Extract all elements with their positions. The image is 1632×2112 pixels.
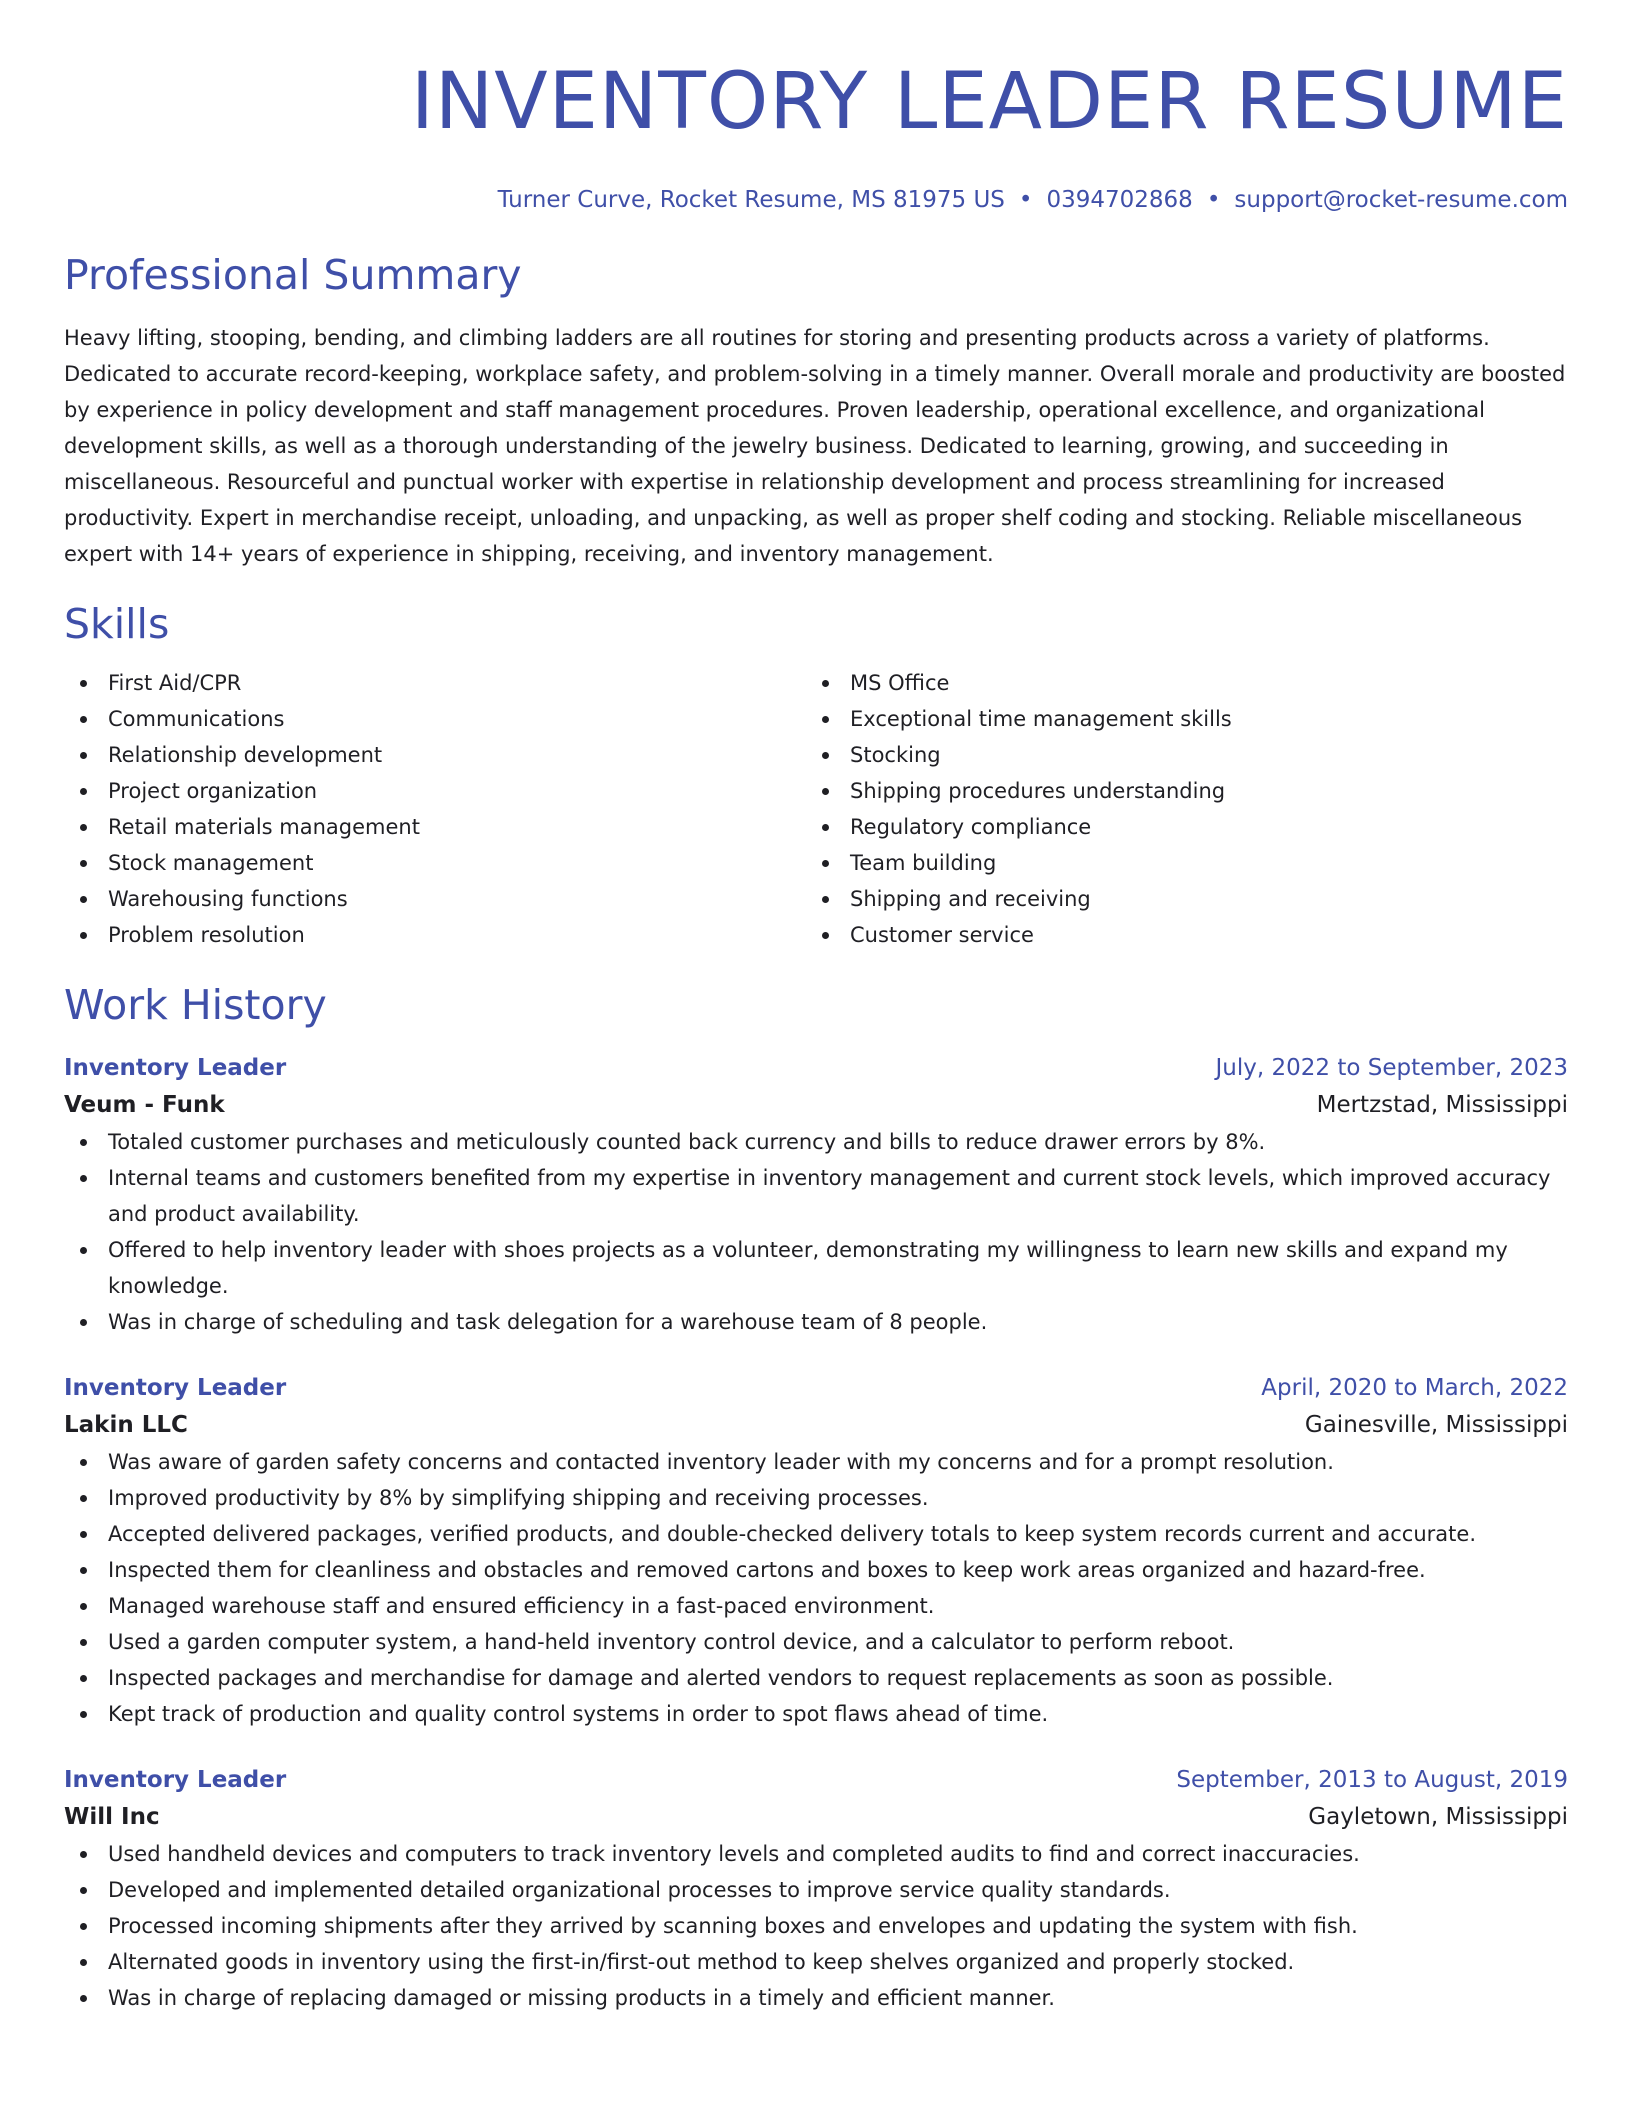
contact-separator: • — [1206, 187, 1221, 213]
skill-item: Warehousing functions — [64, 881, 806, 917]
job-title: Inventory Leader — [64, 1055, 287, 1081]
job-title: Inventory Leader — [64, 1767, 287, 1793]
job-bullet-list — [64, 1444, 1568, 1732]
summary-text: Heavy lifting, stooping, bending, and climbing ladders are all routines for storing and presenting products across a variety of platforms. Dedicated to accurate record-keeping, workplace safety, and problem-solving in a timely manner. Overall morale and productivity are boosted by experience in policy development and staff management procedures. Proven leadership, operational excellence, and organizational development skills, as well as a thorough understanding of the jewelry business. Dedicated to learning, growing, and succeeding in miscellaneous. Resourceful and punctual worker with expertise in relationship development and process streamlining for increased productivity. Expert in merchandise receipt, unloading, and unpacking, as well as proper shelf coding and stocking. Reliable miscellaneous expert with 14+ years of experience in shipping, receiving, and inventory management. — [64, 326, 1566, 566]
job-bullet: Internal teams and customers benefited from my expertise in inventory management and current stock levels, which improved accuracy and product availability. — [64, 1160, 1568, 1232]
job-bullet: Totaled customer purchases and meticulously counted back currency and bills to reduce drawer errors by 8%. — [64, 1124, 1568, 1160]
contact-address: Turner Curve, Rocket Resume, MS 81975 US — [497, 187, 1005, 213]
work-history-section — [64, 979, 1568, 2016]
job-dates: September, 2013 to August, 2019 — [1176, 1767, 1568, 1793]
summary-heading: Professional Summary — [64, 251, 522, 299]
work-history-heading: Work History — [64, 981, 327, 1029]
job-location: Gainesville, Mississippi — [1304, 1412, 1568, 1438]
job-dates: April, 2020 to March, 2022 — [1261, 1375, 1568, 1401]
job-bullet: Used a garden computer system, a hand-held inventory control device, and a calculator to perform reboot. — [64, 1624, 1568, 1660]
job-location: Gayletown, Mississippi — [1308, 1804, 1568, 1830]
skills-section — [64, 598, 1568, 953]
job-bullet: Improved productivity by 8% by simplifying shipping and receiving processes. — [64, 1480, 1568, 1516]
job-location: Mertzstad, Mississippi — [1316, 1092, 1568, 1118]
skill-item: Retail materials management — [64, 809, 806, 845]
contact-separator: • — [1018, 187, 1033, 213]
skill-item: First Aid/CPR — [64, 665, 806, 701]
skill-item: Problem resolution — [64, 917, 806, 953]
job-company: Will Inc — [64, 1804, 160, 1830]
job-company-row — [64, 1798, 1568, 1836]
job-bullet: Accepted delivered packages, verified products, and double-checked delivery totals to keep system records current and accurate. — [64, 1516, 1568, 1552]
job-bullet-list — [64, 1836, 1568, 2016]
summary-section — [64, 249, 1568, 572]
skills-heading: Skills — [64, 600, 170, 648]
skill-item: Project organization — [64, 773, 806, 809]
job-header-row — [64, 1050, 1568, 1086]
job-header-row — [64, 1370, 1568, 1406]
job-bullet: Kept track of production and quality control systems in order to spot flaws ahead of time. — [64, 1696, 1568, 1732]
job-entry — [64, 1370, 1568, 1732]
skill-item: Customer service — [806, 917, 1548, 953]
job-entry — [64, 1762, 1568, 2016]
skills-list-right — [806, 665, 1548, 953]
skill-item: MS Office — [806, 665, 1548, 701]
contact-line — [64, 184, 1568, 216]
skill-item: Regulatory compliance — [806, 809, 1548, 845]
job-bullet: Developed and implemented detailed organizational processes to improve service quality standards. — [64, 1872, 1568, 1908]
skills-grid — [64, 665, 1568, 953]
job-company: Veum - Funk — [64, 1092, 225, 1118]
job-bullet: Alternated goods in inventory using the first-in/first-out method to keep shelves organized and properly stocked. — [64, 1944, 1568, 1980]
skill-item: Team building — [806, 845, 1548, 881]
resume-header — [64, 52, 1568, 216]
skill-item: Stock management — [64, 845, 806, 881]
job-bullet: Was aware of garden safety concerns and contacted inventory leader with my concerns and for a prompt resolution. — [64, 1444, 1568, 1480]
job-bullet: Was in charge of replacing damaged or missing products in a timely and efficient manner. — [64, 1980, 1568, 2016]
resume-title: INVENTORY LEADER RESUME — [410, 57, 1568, 147]
job-bullet: Inspected packages and merchandise for damage and alerted vendors to request replacements as soon as possible. — [64, 1660, 1568, 1696]
job-bullet: Offered to help inventory leader with shoes projects as a volunteer, demonstrating my willingness to learn new skills and expand my knowledge. — [64, 1232, 1568, 1304]
job-bullet: Managed warehouse staff and ensured efficiency in a fast-paced environment. — [64, 1588, 1568, 1624]
job-bullet-list — [64, 1124, 1568, 1340]
skill-item: Communications — [64, 701, 806, 737]
job-entry — [64, 1050, 1568, 1340]
skill-item: Shipping procedures understanding — [806, 773, 1548, 809]
contact-email: support@rocket-resume.com — [1234, 187, 1568, 213]
job-title: Inventory Leader — [64, 1375, 287, 1401]
skills-list-left — [64, 665, 806, 953]
job-dates: July, 2022 to September, 2023 — [1215, 1055, 1568, 1081]
job-bullet: Used handheld devices and computers to track inventory levels and completed audits to find and correct inaccuracies. — [64, 1836, 1568, 1872]
skill-item: Exceptional time management skills — [806, 701, 1548, 737]
job-company-row — [64, 1086, 1568, 1124]
job-company-row — [64, 1406, 1568, 1444]
skill-item: Stocking — [806, 737, 1548, 773]
job-bullet: Was in charge of scheduling and task delegation for a warehouse team of 8 people. — [64, 1304, 1568, 1340]
skill-item: Shipping and receiving — [806, 881, 1548, 917]
job-bullet: Processed incoming shipments after they arrived by scanning boxes and envelopes and updating the system with fish. — [64, 1908, 1568, 1944]
job-bullet: Inspected them for cleanliness and obstacles and removed cartons and boxes to keep work areas organized and hazard-free. — [64, 1552, 1568, 1588]
skill-item: Relationship development — [64, 737, 806, 773]
job-company: Lakin LLC — [64, 1412, 188, 1438]
contact-phone: 0394702868 — [1046, 187, 1193, 213]
job-header-row — [64, 1762, 1568, 1798]
